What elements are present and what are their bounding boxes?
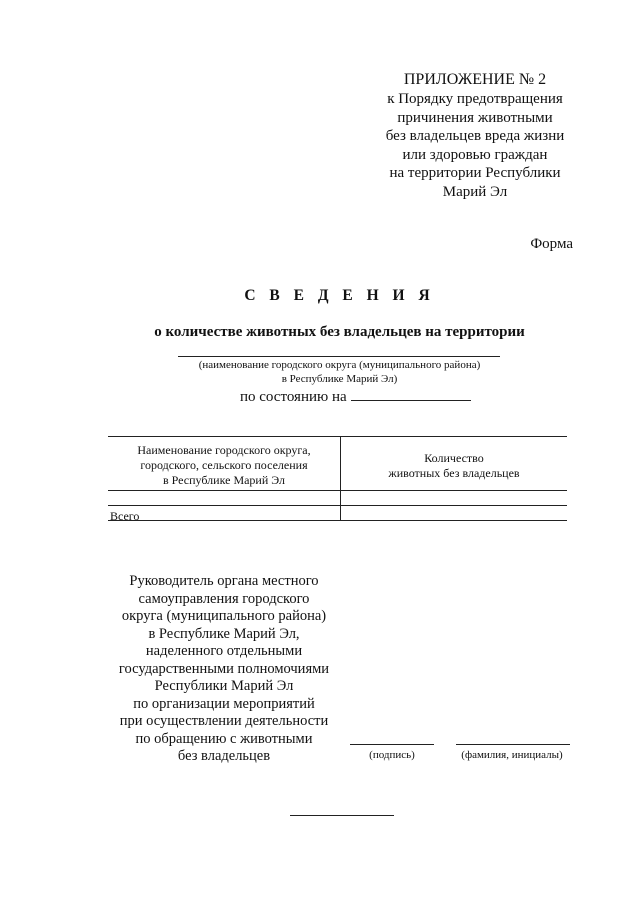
territory-name-hint — [0, 359, 639, 386]
table-top-border — [108, 436, 567, 437]
appendix-line: на территории Республики — [389, 165, 561, 182]
appendix-header — [360, 70, 590, 202]
form-label: Форма — [530, 236, 573, 252]
signature-caption: (подпись) — [369, 749, 415, 761]
table-header-line: Количество — [424, 451, 484, 465]
table-total-label: Всего — [110, 509, 140, 523]
table-header-count — [342, 451, 566, 481]
appendix-line: Марий Эл — [442, 183, 508, 200]
official-position-line: Республики Марий Эл — [154, 678, 294, 694]
territory-name-blank[interactable] — [178, 356, 500, 357]
territory-name-hint-line: в Республике Марий Эл) — [281, 372, 398, 385]
table-header-line: городского, сельского поселения — [140, 458, 308, 472]
table-header-border — [108, 490, 567, 491]
table-column-divider — [340, 436, 341, 520]
official-position-line: наделенного отдельными — [145, 643, 303, 659]
document-title: С В Е Д Е Н И Я — [244, 287, 435, 304]
table-header-territory — [110, 443, 338, 488]
table-header-line: в Республике Марий Эл — [162, 473, 286, 487]
official-position-line: округа (муниципального района) — [121, 608, 327, 624]
as-of-date-blank[interactable] — [351, 386, 471, 401]
official-position-line: по обращению с животными — [135, 730, 313, 747]
signature-blank[interactable] — [350, 744, 434, 745]
full-name-caption: (фамилия, инициалы) — [461, 749, 563, 761]
official-position-line: в Республике Марий Эл, — [148, 625, 300, 642]
as-of-date — [240, 386, 471, 406]
as-of-label: по состоянию на — [240, 389, 347, 405]
official-position-line: государственными полномочиями — [118, 660, 330, 677]
end-divider — [290, 815, 394, 816]
appendix-title: ПРИЛОЖЕНИЕ № 2 — [403, 71, 547, 88]
table-bottom-border — [108, 520, 567, 521]
official-position-line: самоуправления городского — [138, 590, 310, 607]
official-position — [108, 573, 340, 766]
territory-name-hint-line: (наименование городского округа (муниципального района) — [198, 359, 481, 371]
official-position-line: по организации мероприятий — [133, 695, 315, 712]
official-position-line: Руководитель органа местного — [129, 573, 319, 589]
appendix-line: причинения животными — [397, 109, 553, 126]
document-subtitle: о количестве животных без владельцев на территории — [154, 324, 525, 340]
appendix-line: к Порядку предотвращения — [387, 91, 563, 107]
table-row-border — [108, 505, 567, 506]
table-header-line: Наименование городского округа, — [137, 443, 311, 457]
appendix-line: или здоровью граждан — [402, 146, 548, 163]
official-position-line: при осуществлении деятельности — [119, 713, 329, 729]
appendix-line: без владельцев вреда жизни — [385, 128, 565, 145]
table-header-line: животных без владельцев — [388, 466, 520, 480]
full-name-blank[interactable] — [456, 744, 570, 745]
official-position-line: без владельцев — [177, 748, 271, 764]
